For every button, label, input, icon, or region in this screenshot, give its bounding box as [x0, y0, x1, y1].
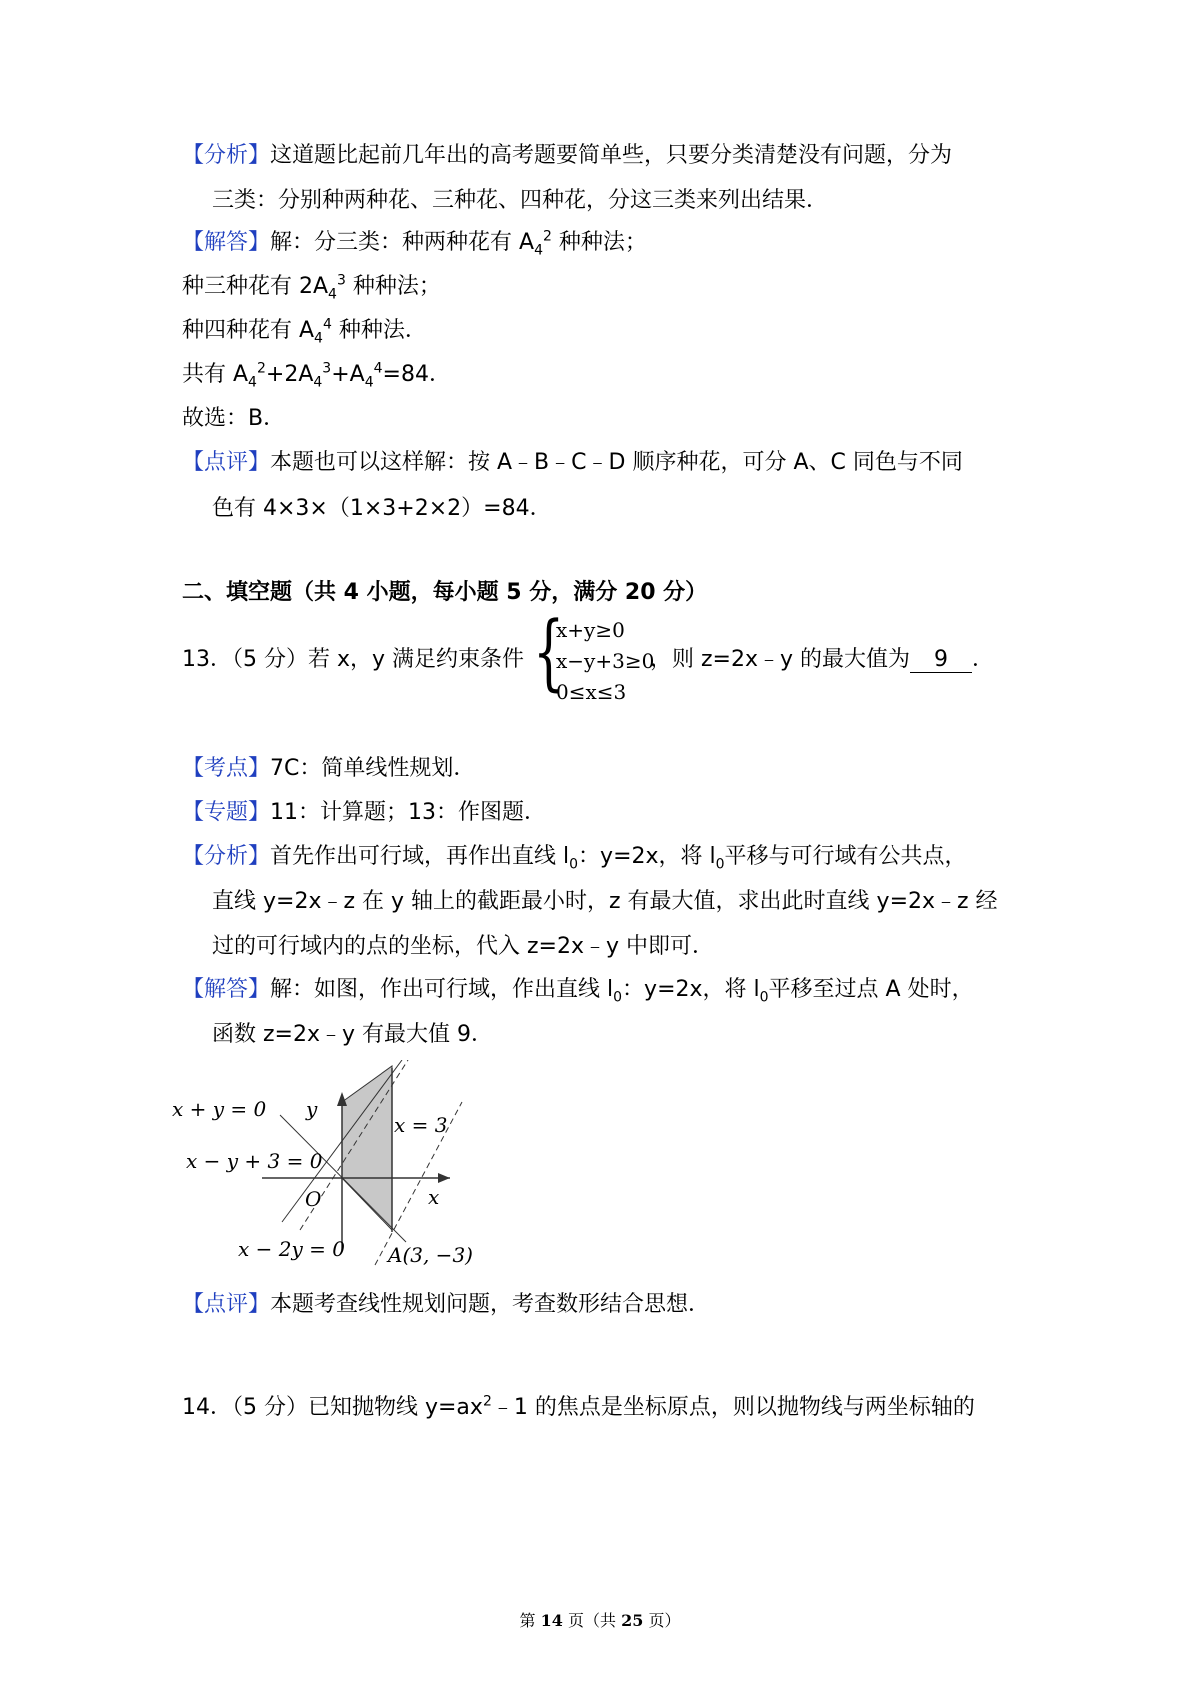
answer-blank: 9 — [910, 648, 972, 673]
solution-text: =84． — [382, 362, 451, 387]
label-origin: O — [305, 1187, 322, 1211]
constraint-system — [556, 615, 654, 708]
solution2-text: 函数 z=2x﹣y 有最大值 9． — [212, 1022, 493, 1047]
superscript: 2 — [542, 228, 552, 245]
superscript: 4 — [322, 316, 332, 333]
zhuanti-text: 11：计算题；13：作图题． — [270, 800, 547, 825]
analysis-tag: 【分析】 — [182, 143, 271, 168]
question-text: ﹣1 的焦点是坐标原点，则以抛物线与两坐标轴的 — [491, 1395, 975, 1420]
solution2-text: 解：如图，作出可行域，作出直线 l — [270, 977, 614, 1002]
label-x-plus-y: x + y = 0 — [172, 1097, 267, 1121]
analysis-paragraph-cont — [212, 186, 828, 216]
solution2-paragraph-2 — [212, 1020, 493, 1050]
question-13-suffix — [650, 645, 994, 675]
comment-paragraph-cont — [212, 494, 552, 524]
subscript: 4 — [248, 374, 257, 391]
subscript: 4 — [364, 374, 374, 391]
question-text: 13．（5 分）若 x，y 满足约束条件 — [182, 647, 525, 672]
analysis2-paragraph-2 — [212, 887, 998, 917]
solution-line-1 — [182, 228, 647, 258]
label-x-axis: x — [428, 1185, 440, 1209]
comment-paragraph — [182, 448, 963, 478]
solution-text: +2A — [265, 362, 314, 387]
subscript: 0 — [715, 856, 725, 873]
solution-line-3 — [182, 316, 427, 346]
total-pages: 25 — [621, 1611, 644, 1630]
analysis-text: 这道题比起前几年出的高考题要简单些，只要分类清楚没有问题，分为 — [270, 143, 953, 168]
superscript: 4 — [373, 360, 383, 377]
kaodian-text: 7C：简单线性规划． — [270, 756, 476, 781]
solution-text: 种三种花有 2A — [182, 274, 329, 299]
analysis2-text: ：y=2x，将 l — [578, 844, 716, 869]
page-number: 14 — [540, 1611, 563, 1630]
comment2-paragraph — [182, 1290, 710, 1320]
answer-text: 故选：B． — [182, 406, 286, 431]
superscript: 3 — [336, 272, 346, 289]
label-y-axis: y — [306, 1097, 318, 1121]
constraint-brace: { — [533, 605, 565, 700]
solution-text: 种种法； — [558, 230, 647, 255]
subscript: 0 — [759, 989, 769, 1006]
constraint-2: x−y+3≥0 — [556, 649, 655, 673]
solution-text: 解：分三类：种两种花有 A — [270, 230, 535, 255]
solution2-tag: 【解答】 — [182, 977, 271, 1002]
solution-text: 共有 A — [182, 362, 249, 387]
solution-text: 种四种花有 A — [182, 318, 315, 343]
label-x-minus-2y: x − 2y = 0 — [238, 1237, 345, 1261]
constraint-3: 0≤x≤3 — [556, 680, 627, 704]
comment-text-cont: 色有 4×3×（1×3+2×2）=84． — [212, 496, 552, 521]
solution2-paragraph — [182, 975, 974, 1005]
analysis-text-cont: 三类：分别种两种花、三种花、四种花，分这三类来列出结果． — [212, 188, 829, 213]
subscript: 4 — [328, 286, 337, 303]
analysis2-text: 平移与可行域有公共点， — [724, 844, 967, 869]
comment-tag: 【点评】 — [182, 450, 271, 475]
analysis2-text: 直线 y=2x﹣z 在 y 轴上的截距最小时，z 有最大值，求出此时直线 y=2x﹣z 经 — [212, 889, 998, 914]
solution-line-2 — [182, 272, 441, 302]
kaodian-tag: 【考点】 — [182, 756, 271, 781]
solution-text: +A — [331, 362, 365, 387]
constraint-1: x+y≥0 — [556, 618, 625, 642]
question-text: ，则 z=2x﹣y 的最大值为 — [650, 647, 911, 672]
analysis2-paragraph — [182, 842, 967, 872]
subscript: 4 — [534, 242, 543, 259]
comment2-tag: 【点评】 — [182, 1292, 271, 1317]
analysis2-text: 首先作出可行域，再作出直线 l — [270, 844, 570, 869]
subscript: 4 — [313, 374, 323, 391]
superscript: 3 — [322, 360, 332, 377]
footer-text: 第 — [519, 1611, 541, 1630]
page-footer — [0, 1608, 1200, 1631]
solution2-text: ：y=2x，将 l — [622, 977, 760, 1002]
question-text: ． — [972, 647, 995, 672]
superscript: 2 — [256, 360, 266, 377]
solution-tag: 【解答】 — [182, 230, 271, 255]
feasible-region — [342, 1066, 392, 1230]
footer-text: 页） — [643, 1611, 681, 1630]
solution-text: 种种法； — [352, 274, 441, 299]
analysis2-tag: 【分析】 — [182, 844, 271, 869]
solution-answer — [182, 404, 285, 434]
analysis2-text: 过的可行域内的点的坐标，代入 z=2x﹣y 中即可． — [212, 934, 715, 959]
subscript: 0 — [569, 856, 579, 873]
question-13 — [182, 645, 524, 675]
zhuanti-paragraph — [182, 798, 546, 828]
analysis2-paragraph-3 — [212, 932, 714, 962]
label-x-equals-3: x = 3 — [394, 1113, 448, 1137]
superscript: 2 — [482, 1393, 492, 1410]
question-14 — [182, 1393, 975, 1423]
subscript: 0 — [613, 989, 623, 1006]
subscript: 4 — [314, 330, 323, 347]
feasible-region-figure — [170, 1060, 530, 1300]
solution-total — [182, 360, 451, 390]
solution-text: 种种法． — [338, 318, 427, 343]
footer-text: 页（共 — [562, 1611, 622, 1630]
x-axis-arrow — [438, 1173, 450, 1183]
question-text: 14．（5 分）已知抛物线 y=ax — [182, 1395, 483, 1420]
comment-text: 本题也可以这样解：按 A﹣B﹣C﹣D 顺序种花，可分 A、C 同色与不同 — [270, 450, 963, 475]
section-title: 二、填空题（共 4 小题，每小题 5 分，满分 20 分） — [182, 580, 708, 605]
kaodian-paragraph — [182, 754, 475, 784]
analysis-paragraph — [182, 141, 952, 171]
label-point-A: A(3, −3) — [388, 1243, 473, 1267]
solution2-text: 平移至过点 A 处时， — [768, 977, 974, 1002]
zhuanti-tag: 【专题】 — [182, 800, 271, 825]
label-x-minus-y-plus-3: x − y + 3 = 0 — [186, 1149, 323, 1173]
comment2-text: 本题考查线性规划问题，考查数形结合思想． — [270, 1292, 711, 1317]
